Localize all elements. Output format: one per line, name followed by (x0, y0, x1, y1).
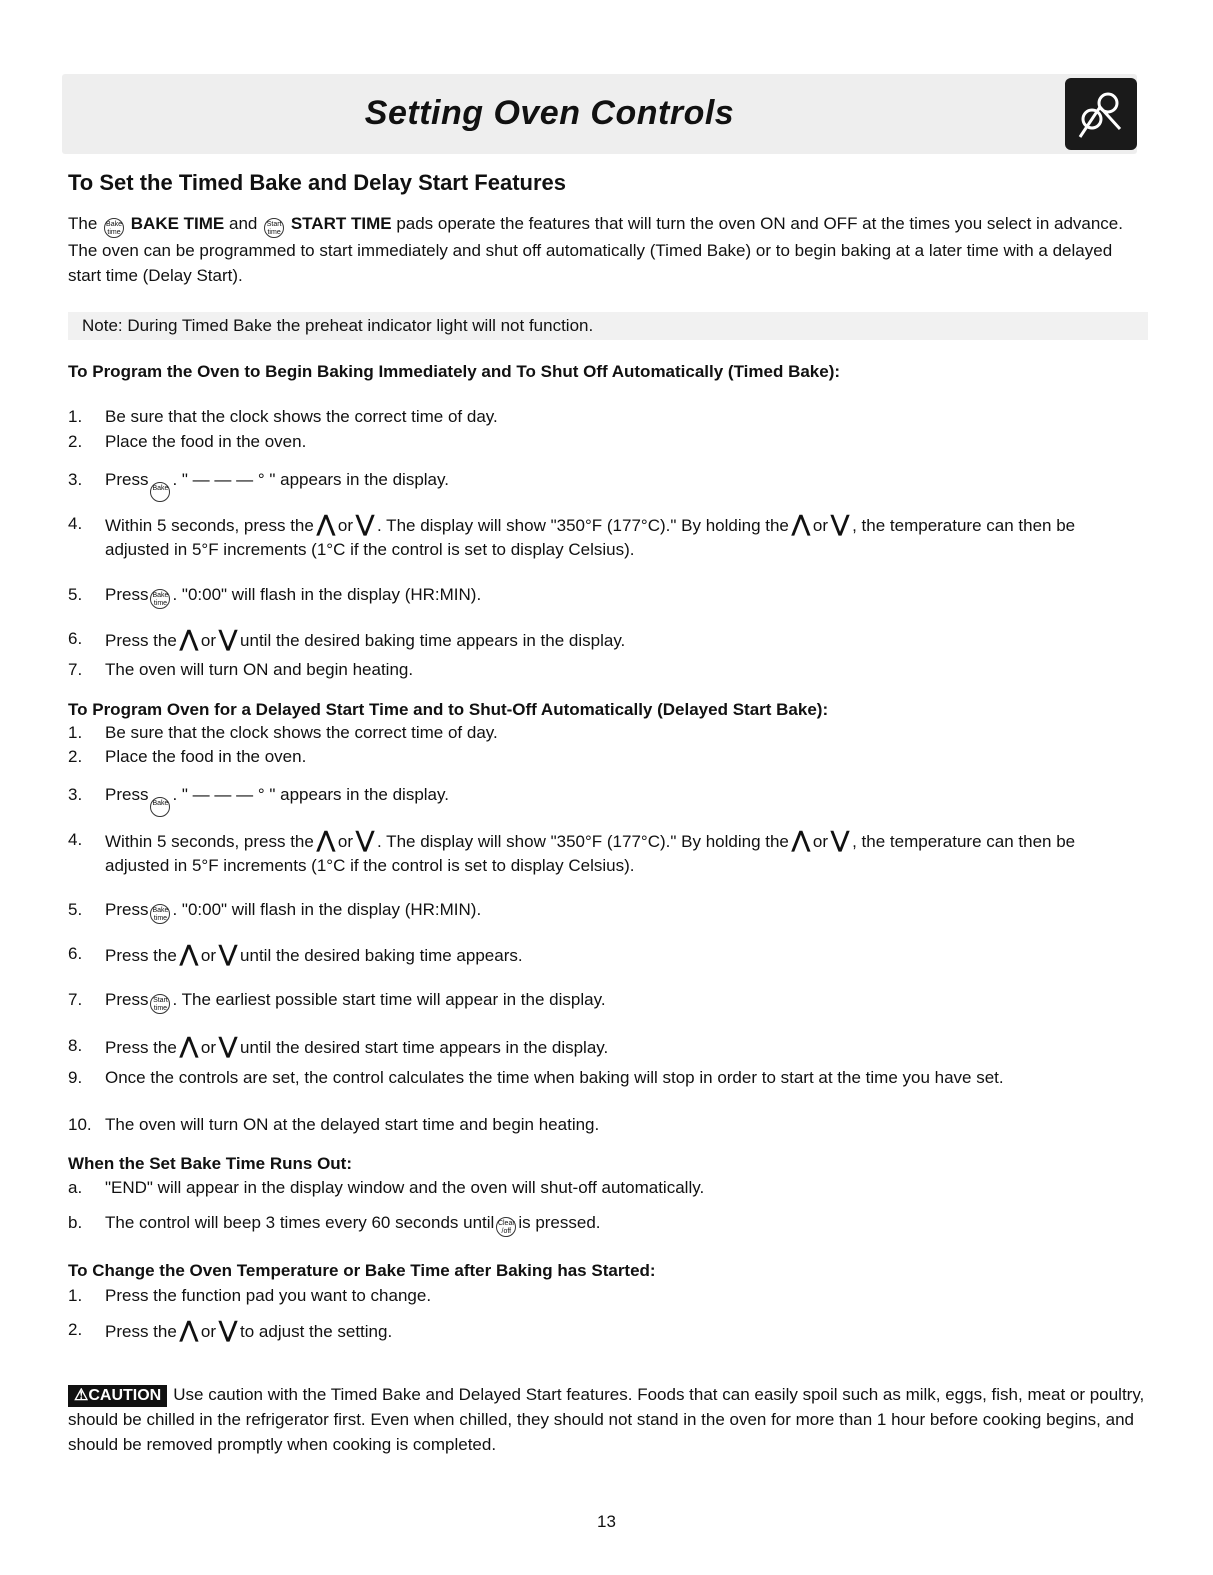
start-time-pad-icon: Start time (150, 994, 170, 1014)
start-time-pad-icon: Start time (264, 218, 284, 238)
down-arrow-icon: ⋁ (831, 827, 850, 852)
oven-controls-icon (1065, 78, 1137, 150)
change-heading: To Change the Oven Temperature or Bake Time after Baking has Started: (68, 1261, 656, 1280)
up-arrow-icon: ⋀ (791, 827, 810, 852)
page-header (62, 74, 1137, 154)
intro-paragraph (68, 211, 1148, 288)
caution-paragraph (68, 1382, 1148, 1457)
up-arrow-icon: ⋀ (179, 1317, 198, 1342)
page-number: 13 (597, 1512, 616, 1531)
bake-time-pad-icon: Bake time (104, 218, 124, 238)
up-arrow-icon: ⋀ (179, 1033, 198, 1058)
intro-text: pads operate the features that will turn the oven ON and OFF at the times you select in advance. The oven can be programmed to start immediately and shut off automatically (Timed Bake) or to begin baking at a later time with a delayed start time (Delay Start). (68, 214, 1123, 285)
page-title: Setting Oven Controls (364, 94, 735, 132)
down-arrow-icon: ⋁ (218, 626, 238, 651)
delayed-start-heading: To Program Oven for a Delayed Start Time and to Shut-Off Automatically (Delayed Start Bake): (68, 700, 829, 719)
clear-off-pad-icon: Clear /off (496, 1217, 516, 1237)
bake-time-pad-icon: Bake time (150, 589, 170, 609)
section-title: To Set the Timed Bake and Delay Start Features (68, 170, 567, 195)
bake-pad-icon: Bake (150, 482, 170, 502)
intro-text: and (229, 214, 258, 233)
down-arrow-icon: ⋁ (356, 827, 375, 852)
down-arrow-icon: ⋁ (356, 511, 375, 536)
down-arrow-icon: ⋁ (218, 1033, 238, 1058)
down-arrow-icon: ⋁ (831, 511, 850, 536)
down-arrow-icon: ⋁ (218, 1317, 238, 1342)
bake-pad-icon: Bake (150, 797, 170, 817)
intro-text: The (68, 214, 98, 233)
note: Note: During Timed Bake the preheat indicator light will not function. (68, 312, 1148, 340)
up-arrow-icon: ⋀ (316, 827, 335, 852)
up-arrow-icon: ⋀ (179, 626, 198, 651)
start-time-label: START TIME (290, 214, 392, 233)
timed-bake-heading: To Program the Oven to Begin Baking Immediately and To Shut Off Automatically (Timed Bake): (68, 362, 841, 381)
runs-out-heading: When the Set Bake Time Runs Out: (68, 1154, 353, 1173)
up-arrow-icon: ⋀ (791, 511, 810, 536)
up-arrow-icon: ⋀ (316, 511, 335, 536)
caution-text: Use caution with the Timed Bake and Delayed Start features. Foods that can easily spoil such as milk, eggs, fish, meat or poultry, should be chilled in the refrigerator first. Even when chilled, they should not stand in the oven for more than 1 hour before cooking begins, and should be removed promptly when cooking is completed. (68, 1385, 1145, 1454)
bake-time-pad-icon: Bake time (150, 904, 170, 924)
up-arrow-icon: ⋀ (179, 941, 198, 966)
bake-time-label: BAKE TIME (130, 214, 225, 233)
down-arrow-icon: ⋁ (218, 941, 238, 966)
caution-badge: ⚠CAUTION (68, 1385, 167, 1407)
